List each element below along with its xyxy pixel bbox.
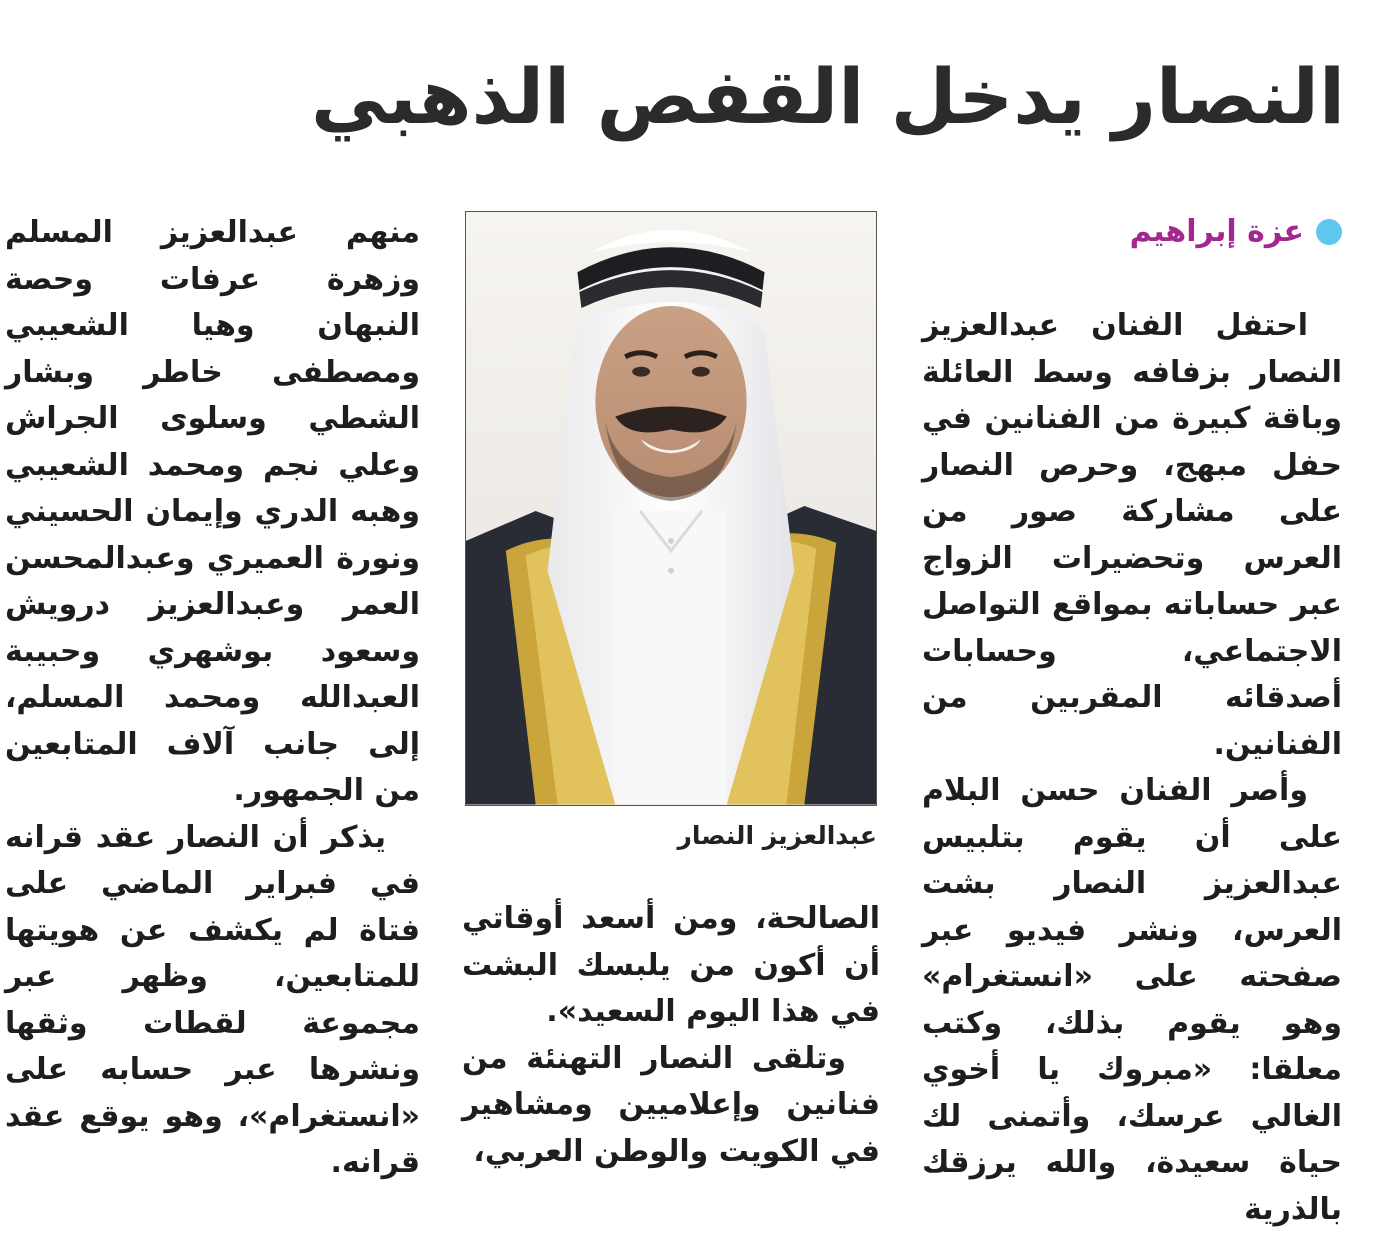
paragraph: منهم عبدالعزيز المسلم وزهرة عرفات وحصة النبهان وهيا الشعيبي ومصطفى خاطر وبشار الشطي وسلوى الجراش وعلي نجم ومحمد الشعيبي وهبه الدري وإيمان الحسيني ونورة العميري وعبدالمحسن العمر وعبدالعزيز درويش وسعود بوشهري وحبيبة العبدالله ومحمد المسلم، إلى جانب آلاف المتابعين من الجمهور.: [5, 215, 420, 808]
bullet-dot-icon: [1316, 219, 1342, 245]
photo-caption: عبدالعزيز النصار: [677, 821, 877, 850]
portrait-illustration: [466, 212, 876, 805]
paragraph: وأصر الفنان حسن البلام على أن يقوم بتلبيس عبدالعزيز النصار بشت العرس، ونشر فيديو عبر صفحته على «انستغرام» وهو يقوم بذلك، وكتب معلقا: «مبروك يا أخوي الغالي عرسك، وأتمنى لك حياة سعيدة، والله يرزقك بالذرية: [922, 773, 1342, 1227]
headline: النصار يدخل القفص الذهبي: [311, 52, 1345, 141]
byline: [1130, 212, 1342, 252]
paragraph: يذكر أن النصار عقد قرانه في فبراير الماضي على فتاة لم يكشف عن هويتها للمتابعين، وظهر عبر مجموعة لقطات وثقها ونشرها عبر حسابه على «انستغرام»، وهو يوقع عقد قرانه.: [5, 819, 420, 1180]
portrait-photo: [465, 211, 877, 806]
paragraph: الصالحة، ومن أسعد أوقاتي أن أكون من يلبسك البشت في هذا اليوم السعيد».: [462, 901, 880, 1029]
author-name: عزة إبراهيم: [1129, 214, 1304, 249]
paragraph: وتلقى النصار التهنئة من فنانين وإعلاميين ومشاهير في الكويت والوطن العربي،: [462, 1040, 880, 1169]
article-column-left: [5, 210, 420, 1187]
paragraph: احتفل الفنان عبدالعزيز النصار بزفافه وسط العائلة وباقة كبيرة من الفنانين في حفل مبهج، وحرص النصار على مشاركة صور من العرس وتحضيرات الزواج عبر حساباته بمواقع التواصل الاجتماعي، وحسابات أصدقائه المقربين من الفنانين.: [922, 308, 1342, 762]
article-column-middle: [462, 896, 880, 1175]
article-column-right: [922, 303, 1342, 1233]
